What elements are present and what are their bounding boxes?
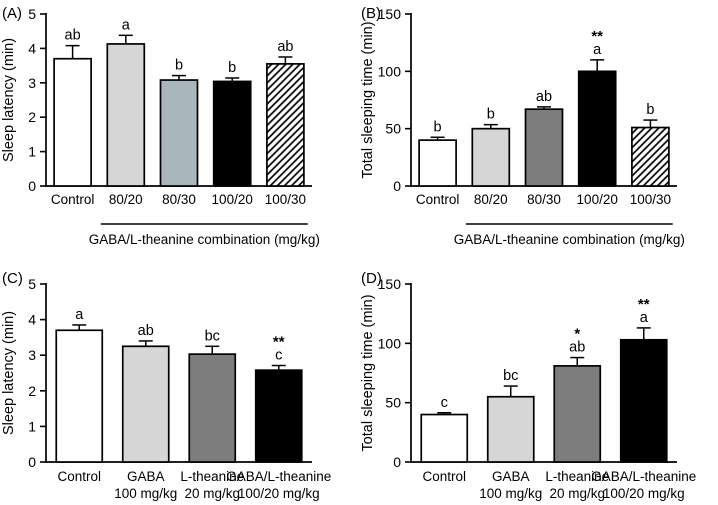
panel-label: (D) bbox=[361, 270, 382, 287]
group-axis-label: GABA/L-theanine combination (mg/kg) bbox=[88, 232, 320, 247]
x-tick-label: 100/20 mg/kg bbox=[237, 486, 320, 501]
sig-letter: a bbox=[75, 306, 84, 323]
y-tick-label: 1 bbox=[28, 418, 36, 435]
bar bbox=[488, 397, 534, 462]
y-tick-label: 50 bbox=[385, 394, 401, 411]
sig-star: * bbox=[574, 325, 581, 343]
y-axis-label: Total sleeping time (min) bbox=[360, 21, 376, 179]
x-tick-label: 100/30 bbox=[629, 192, 672, 207]
y-tick-label: 4 bbox=[28, 311, 36, 328]
bar bbox=[267, 64, 304, 186]
sig-letter: a bbox=[593, 41, 602, 58]
x-tick-label: 80/20 bbox=[473, 192, 508, 207]
bar bbox=[214, 81, 251, 186]
x-tick-label: GABA bbox=[126, 469, 165, 484]
sig-star: ** bbox=[591, 27, 604, 45]
y-tick-label: 0 bbox=[28, 454, 36, 470]
x-tick-label: 100/30 bbox=[264, 192, 307, 207]
sig-letter: bc bbox=[503, 368, 519, 385]
panel-d-total-sleeping-time-chart bbox=[359, 253, 718, 505]
bar bbox=[526, 109, 563, 186]
y-tick-label: 100 bbox=[377, 63, 401, 80]
sig-letter: ab bbox=[64, 27, 81, 44]
x-tick-label: 100/20 bbox=[576, 192, 618, 207]
sig-letter: a bbox=[121, 17, 130, 34]
x-tick-label: 80/20 bbox=[108, 192, 143, 207]
sig-letter: a bbox=[639, 309, 648, 326]
x-tick-label: 100/20 mg/kg bbox=[602, 486, 685, 501]
y-tick-label: 2 bbox=[28, 109, 36, 126]
bar bbox=[189, 354, 235, 462]
x-tick-label: 20 mg/kg bbox=[549, 486, 606, 501]
x-tick-label: 100 mg/kg bbox=[479, 486, 543, 501]
y-tick-label: 3 bbox=[28, 74, 36, 91]
y-tick-label: 150 bbox=[377, 276, 401, 292]
bar bbox=[123, 346, 169, 462]
group-axis-label: GABA/L-theanine combination (mg/kg) bbox=[453, 232, 685, 247]
panel-b-total-sleeping-time-chart bbox=[359, 0, 718, 253]
sig-letter: b bbox=[486, 106, 495, 123]
x-tick-label: 100/20 bbox=[211, 192, 253, 207]
x-tick-label: 20 mg/kg bbox=[184, 486, 241, 501]
y-tick-label: 2 bbox=[28, 382, 36, 399]
sig-letter: b bbox=[228, 59, 237, 76]
sig-letter: c bbox=[440, 394, 448, 411]
y-tick-label: 5 bbox=[28, 276, 36, 292]
sig-letter: b bbox=[646, 102, 655, 119]
x-tick-label: Control bbox=[50, 192, 95, 207]
y-tick-label: 3 bbox=[28, 347, 36, 364]
panel-c-sleep-latency-chart bbox=[0, 253, 359, 505]
x-tick-label: Control bbox=[57, 469, 102, 484]
panel-a-sleep-latency-chart bbox=[0, 0, 359, 253]
sig-letter: b bbox=[433, 119, 442, 136]
bar bbox=[56, 330, 102, 462]
sig-letter: ab bbox=[535, 88, 553, 105]
y-axis-label: Sleep latency (min) bbox=[1, 310, 17, 436]
x-tick-label: 80/30 bbox=[527, 192, 561, 207]
panel-label: (B) bbox=[361, 5, 381, 22]
bar bbox=[256, 370, 302, 462]
sig-star: ** bbox=[637, 295, 650, 313]
y-tick-label: 100 bbox=[377, 335, 401, 352]
y-axis-label: Total sleeping time (min) bbox=[360, 294, 376, 452]
panel-label: (A) bbox=[2, 5, 22, 22]
sig-letter: b bbox=[174, 57, 184, 74]
panel-label: (C) bbox=[2, 270, 23, 287]
y-tick-label: 50 bbox=[385, 120, 401, 137]
x-tick-label: GABA bbox=[491, 469, 530, 484]
x-tick-label: Control bbox=[422, 469, 467, 484]
y-tick-label: 5 bbox=[28, 6, 36, 22]
x-tick-label: L-theanine bbox=[545, 469, 610, 484]
x-tick-label: L-theanine bbox=[180, 469, 245, 484]
y-tick-label: 4 bbox=[28, 40, 36, 57]
bar bbox=[419, 140, 456, 186]
bar bbox=[621, 340, 667, 462]
y-tick-label: 0 bbox=[28, 178, 36, 194]
sig-letter: ab bbox=[277, 39, 294, 55]
x-tick-label: GABA/L-theanine bbox=[591, 469, 697, 484]
x-tick-label: 80/30 bbox=[162, 192, 196, 207]
sig-letter: c bbox=[275, 347, 283, 364]
bar bbox=[554, 366, 600, 462]
y-axis-label: Sleep latency (min) bbox=[1, 37, 17, 163]
bar bbox=[579, 71, 616, 186]
sig-star: ** bbox=[272, 333, 285, 351]
bar bbox=[421, 415, 467, 462]
x-tick-label: Control bbox=[415, 192, 460, 207]
bar bbox=[472, 129, 509, 186]
y-tick-label: 0 bbox=[393, 178, 401, 194]
bar bbox=[632, 128, 669, 186]
sig-letter: ab bbox=[569, 339, 586, 356]
x-tick-label: 100 mg/kg bbox=[114, 486, 178, 501]
bar bbox=[107, 44, 144, 186]
y-tick-label: 150 bbox=[377, 6, 401, 22]
bar bbox=[161, 80, 198, 186]
x-tick-label: GABA/L-theanine bbox=[226, 469, 332, 484]
sig-letter: ab bbox=[137, 322, 154, 339]
y-tick-label: 0 bbox=[393, 454, 401, 470]
y-tick-label: 1 bbox=[28, 143, 36, 160]
sig-letter: bc bbox=[204, 328, 220, 345]
bar bbox=[54, 59, 91, 186]
